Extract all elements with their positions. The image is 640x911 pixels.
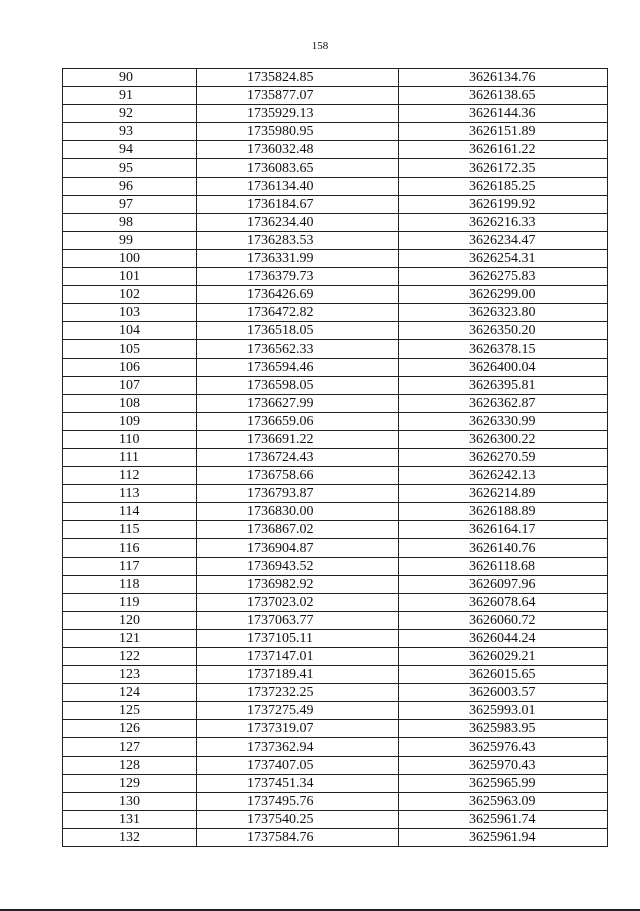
y-coordinate-cell: 3626299.00	[399, 286, 608, 304]
x-coordinate-cell: 1736594.46	[197, 358, 399, 376]
point-number-cell: 118	[63, 575, 197, 593]
point-number-cell: 120	[63, 611, 197, 629]
point-number-cell: 111	[63, 448, 197, 466]
table-row	[63, 738, 608, 756]
y-coordinate-cell: 3626395.81	[399, 376, 608, 394]
point-number-cell: 100	[63, 249, 197, 267]
x-coordinate-cell: 1736184.67	[197, 195, 399, 213]
table-row	[63, 666, 608, 684]
y-coordinate-cell: 3626029.21	[399, 648, 608, 666]
x-coordinate-cell: 1737540.25	[197, 810, 399, 828]
point-number-cell: 115	[63, 521, 197, 539]
x-coordinate-cell: 1737451.34	[197, 774, 399, 792]
x-coordinate-cell: 1737189.41	[197, 666, 399, 684]
coordinate-table-body	[63, 69, 608, 847]
x-coordinate-cell: 1736830.00	[197, 503, 399, 521]
table-row	[63, 792, 608, 810]
table-row	[63, 684, 608, 702]
x-coordinate-cell: 1736867.02	[197, 521, 399, 539]
x-coordinate-cell: 1737407.05	[197, 756, 399, 774]
x-coordinate-cell: 1736331.99	[197, 249, 399, 267]
y-coordinate-cell: 3626044.24	[399, 629, 608, 647]
y-coordinate-cell: 3626330.99	[399, 412, 608, 430]
table-row	[63, 828, 608, 846]
point-number-cell: 121	[63, 629, 197, 647]
y-coordinate-cell: 3626323.80	[399, 304, 608, 322]
table-row	[63, 774, 608, 792]
table-row	[63, 575, 608, 593]
point-number-cell: 130	[63, 792, 197, 810]
y-coordinate-cell: 3625983.95	[399, 720, 608, 738]
point-number-cell: 94	[63, 141, 197, 159]
x-coordinate-cell: 1737584.76	[197, 828, 399, 846]
x-coordinate-cell: 1737319.07	[197, 720, 399, 738]
y-coordinate-cell: 3626185.25	[399, 177, 608, 195]
table-row	[63, 503, 608, 521]
y-coordinate-cell: 3626097.96	[399, 575, 608, 593]
y-coordinate-cell: 3626254.31	[399, 249, 608, 267]
table-row	[63, 195, 608, 213]
table-row	[63, 105, 608, 123]
x-coordinate-cell: 1737147.01	[197, 648, 399, 666]
y-coordinate-cell: 3626003.57	[399, 684, 608, 702]
y-coordinate-cell: 3626216.33	[399, 213, 608, 231]
table-row	[63, 376, 608, 394]
x-coordinate-cell: 1735824.85	[197, 69, 399, 87]
x-coordinate-cell: 1736724.43	[197, 448, 399, 466]
table-row	[63, 593, 608, 611]
point-number-cell: 106	[63, 358, 197, 376]
x-coordinate-cell: 1736032.48	[197, 141, 399, 159]
point-number-cell: 113	[63, 485, 197, 503]
table-row	[63, 340, 608, 358]
y-coordinate-cell: 3625976.43	[399, 738, 608, 756]
x-coordinate-cell: 1735877.07	[197, 87, 399, 105]
x-coordinate-cell: 1736426.69	[197, 286, 399, 304]
table-row	[63, 756, 608, 774]
x-coordinate-cell: 1735929.13	[197, 105, 399, 123]
y-coordinate-cell: 3625961.94	[399, 828, 608, 846]
point-number-cell: 92	[63, 105, 197, 123]
x-coordinate-cell: 1737105.11	[197, 629, 399, 647]
point-number-cell: 125	[63, 702, 197, 720]
x-coordinate-cell: 1736793.87	[197, 485, 399, 503]
y-coordinate-cell: 3626214.89	[399, 485, 608, 503]
y-coordinate-cell: 3626270.59	[399, 448, 608, 466]
point-number-cell: 112	[63, 467, 197, 485]
y-coordinate-cell: 3626118.68	[399, 557, 608, 575]
x-coordinate-cell: 1736518.05	[197, 322, 399, 340]
x-coordinate-cell: 1737495.76	[197, 792, 399, 810]
y-coordinate-cell: 3626140.76	[399, 539, 608, 557]
point-number-cell: 96	[63, 177, 197, 195]
point-number-cell: 117	[63, 557, 197, 575]
point-number-cell: 104	[63, 322, 197, 340]
table-row	[63, 231, 608, 249]
table-row	[63, 123, 608, 141]
table-row	[63, 394, 608, 412]
table-row	[63, 177, 608, 195]
table-row	[63, 358, 608, 376]
x-coordinate-cell: 1737275.49	[197, 702, 399, 720]
x-coordinate-cell: 1736083.65	[197, 159, 399, 177]
point-number-cell: 110	[63, 430, 197, 448]
y-coordinate-cell: 3626400.04	[399, 358, 608, 376]
point-number-cell: 124	[63, 684, 197, 702]
x-coordinate-cell: 1736758.66	[197, 467, 399, 485]
point-number-cell: 128	[63, 756, 197, 774]
x-coordinate-cell: 1736562.33	[197, 340, 399, 358]
y-coordinate-cell: 3625961.74	[399, 810, 608, 828]
table-row	[63, 141, 608, 159]
x-coordinate-cell: 1736134.40	[197, 177, 399, 195]
table-row	[63, 87, 608, 105]
y-coordinate-cell: 3626164.17	[399, 521, 608, 539]
table-row	[63, 213, 608, 231]
point-number-cell: 129	[63, 774, 197, 792]
y-coordinate-cell: 3626275.83	[399, 268, 608, 286]
point-number-cell: 126	[63, 720, 197, 738]
table-row	[63, 286, 608, 304]
table-row	[63, 720, 608, 738]
table-row	[63, 485, 608, 503]
table-row	[63, 648, 608, 666]
point-number-cell: 98	[63, 213, 197, 231]
table-row	[63, 611, 608, 629]
table-row	[63, 539, 608, 557]
table-row	[63, 268, 608, 286]
point-number-cell: 101	[63, 268, 197, 286]
x-coordinate-cell: 1736659.06	[197, 412, 399, 430]
x-coordinate-cell: 1736982.92	[197, 575, 399, 593]
y-coordinate-cell: 3625965.99	[399, 774, 608, 792]
point-number-cell: 97	[63, 195, 197, 213]
point-number-cell: 93	[63, 123, 197, 141]
y-coordinate-cell: 3626015.65	[399, 666, 608, 684]
y-coordinate-cell: 3626300.22	[399, 430, 608, 448]
x-coordinate-cell: 1736283.53	[197, 231, 399, 249]
point-number-cell: 91	[63, 87, 197, 105]
y-coordinate-cell: 3626144.36	[399, 105, 608, 123]
table-row	[63, 467, 608, 485]
point-number-cell: 127	[63, 738, 197, 756]
x-coordinate-cell: 1737023.02	[197, 593, 399, 611]
coordinate-table	[62, 68, 608, 847]
y-coordinate-cell: 3626172.35	[399, 159, 608, 177]
x-coordinate-cell: 1736472.82	[197, 304, 399, 322]
point-number-cell: 132	[63, 828, 197, 846]
point-number-cell: 131	[63, 810, 197, 828]
x-coordinate-cell: 1737063.77	[197, 611, 399, 629]
point-number-cell: 114	[63, 503, 197, 521]
x-coordinate-cell: 1736379.73	[197, 268, 399, 286]
table-row	[63, 448, 608, 466]
y-coordinate-cell: 3626134.76	[399, 69, 608, 87]
x-coordinate-cell: 1737232.25	[197, 684, 399, 702]
y-coordinate-cell: 3626161.22	[399, 141, 608, 159]
y-coordinate-cell: 3626234.47	[399, 231, 608, 249]
x-coordinate-cell: 1736904.87	[197, 539, 399, 557]
point-number-cell: 103	[63, 304, 197, 322]
table-row	[63, 159, 608, 177]
table-row	[63, 304, 608, 322]
table-row	[63, 322, 608, 340]
page-number: 158	[311, 40, 329, 52]
table-row	[63, 629, 608, 647]
point-number-cell: 105	[63, 340, 197, 358]
table-row	[63, 430, 608, 448]
y-coordinate-cell: 3626242.13	[399, 467, 608, 485]
x-coordinate-cell: 1736234.40	[197, 213, 399, 231]
x-coordinate-cell: 1736943.52	[197, 557, 399, 575]
x-coordinate-cell: 1737362.94	[197, 738, 399, 756]
y-coordinate-cell: 3626188.89	[399, 503, 608, 521]
x-coordinate-cell: 1736627.99	[197, 394, 399, 412]
y-coordinate-cell: 3626060.72	[399, 611, 608, 629]
y-coordinate-cell: 3626138.65	[399, 87, 608, 105]
table-row	[63, 69, 608, 87]
point-number-cell: 99	[63, 231, 197, 249]
y-coordinate-cell: 3626199.92	[399, 195, 608, 213]
y-coordinate-cell: 3626378.15	[399, 340, 608, 358]
y-coordinate-cell: 3626362.87	[399, 394, 608, 412]
x-coordinate-cell: 1735980.95	[197, 123, 399, 141]
point-number-cell: 116	[63, 539, 197, 557]
point-number-cell: 122	[63, 648, 197, 666]
point-number-cell: 95	[63, 159, 197, 177]
table-row	[63, 521, 608, 539]
table-row	[63, 557, 608, 575]
point-number-cell: 109	[63, 412, 197, 430]
y-coordinate-cell: 3625963.09	[399, 792, 608, 810]
x-coordinate-cell: 1736691.22	[197, 430, 399, 448]
point-number-cell: 108	[63, 394, 197, 412]
point-number-cell: 119	[63, 593, 197, 611]
table-row	[63, 702, 608, 720]
y-coordinate-cell: 3625993.01	[399, 702, 608, 720]
table-row	[63, 249, 608, 267]
y-coordinate-cell: 3625970.43	[399, 756, 608, 774]
table-row	[63, 810, 608, 828]
point-number-cell: 107	[63, 376, 197, 394]
point-number-cell: 90	[63, 69, 197, 87]
point-number-cell: 102	[63, 286, 197, 304]
y-coordinate-cell: 3626078.64	[399, 593, 608, 611]
y-coordinate-cell: 3626350.20	[399, 322, 608, 340]
table-row	[63, 412, 608, 430]
x-coordinate-cell: 1736598.05	[197, 376, 399, 394]
point-number-cell: 123	[63, 666, 197, 684]
y-coordinate-cell: 3626151.89	[399, 123, 608, 141]
